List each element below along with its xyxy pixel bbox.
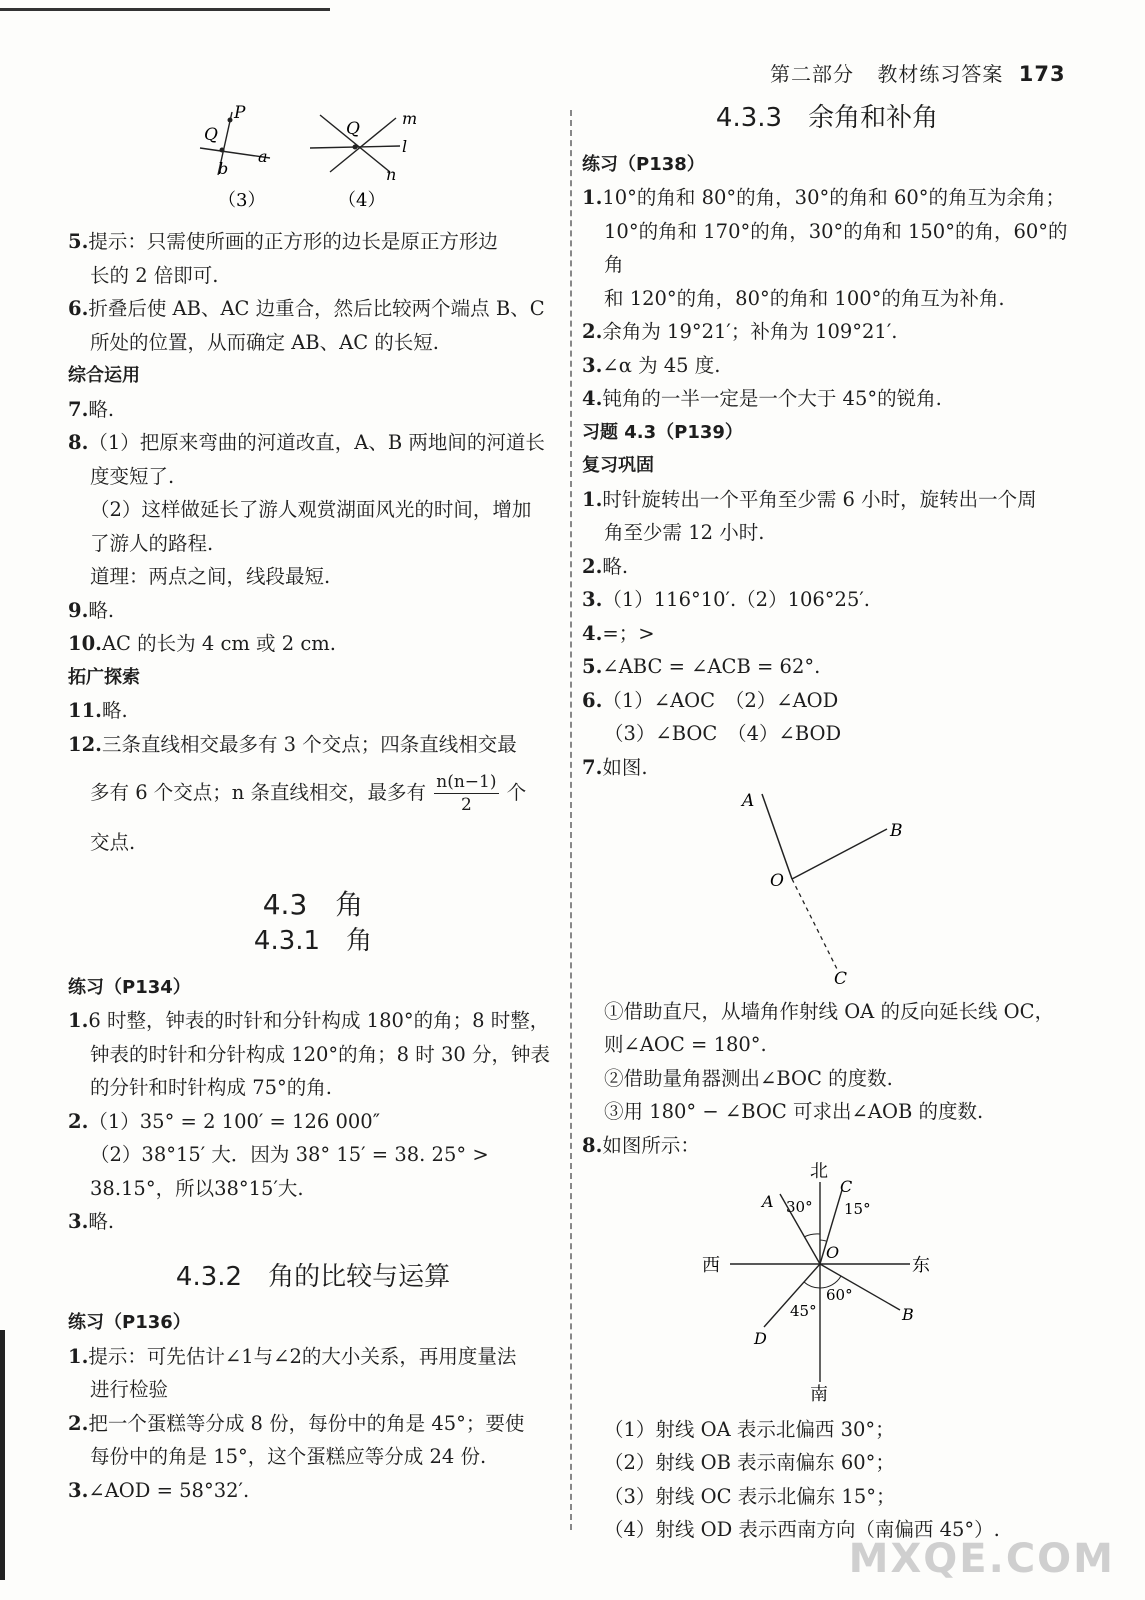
fig3-label-b: b <box>218 159 229 178</box>
answer-line <box>68 627 558 661</box>
answer-text: 10°的角和 80°的角，30°的角和 60°的角互为余角； <box>602 186 1066 209</box>
item-number: 5. <box>582 655 603 678</box>
answer-line <box>68 393 558 427</box>
item-number: 1. <box>582 487 603 511</box>
answer-12-line3: 交点. <box>90 831 136 854</box>
answer-line <box>68 1407 558 1441</box>
answer-text: （1）∠AOC （2）∠AOD <box>602 688 839 712</box>
answer-line <box>582 1095 1072 1129</box>
answer-line <box>68 1205 558 1239</box>
answer-text: 提示：可先估计∠1与∠2的大小关系，再用度量法 <box>88 1344 517 1368</box>
answer-text: 长的 2 倍即可. <box>90 263 219 287</box>
answer-text: （4）射线 OD 表示西南方向（南偏西 45°）. <box>604 1518 1000 1541</box>
answer-line <box>582 181 1072 215</box>
fig8-label-d: D <box>754 1329 767 1348</box>
answer-text: AC 的长为 4 cm 或 2 cm. <box>101 632 336 655</box>
item-number: 3. <box>582 353 603 377</box>
answer-line <box>582 717 1072 751</box>
answer-text: 略. <box>88 1210 115 1233</box>
fig8-angle-30: 30° <box>786 1198 813 1216</box>
answer-line <box>582 751 1072 785</box>
fig8-label-o: O <box>826 1243 840 1262</box>
watermark: MXQE.COM <box>848 1536 1115 1582</box>
subsection-heading: 练习（P136） <box>68 1312 191 1333</box>
fig8-label-east: 东 <box>912 1255 930 1276</box>
fig4-caption: （4） <box>338 190 386 211</box>
fig3-label-q: Q <box>204 125 218 145</box>
answer-line <box>68 527 558 561</box>
answer-text: ∠α 为 45 度. <box>602 353 721 377</box>
item-number: 9. <box>68 598 89 622</box>
answer-text: 进行检验 <box>90 1378 169 1401</box>
fig8-label-west: 西 <box>702 1255 720 1276</box>
answer-text: 角至少需 12 小时. <box>604 521 765 544</box>
figure-8 <box>702 1162 1002 1402</box>
fig8-label-b: B <box>902 1305 914 1324</box>
answer-line <box>68 560 558 594</box>
answer-text: 10°的角和 170°的角，30°的角和 150°的角，60°的角 <box>604 219 1068 276</box>
item-number: 4. <box>582 621 603 645</box>
answer-text: 提示：只需使所画的正方形的边长是原正方形边 <box>88 230 498 253</box>
answer-line <box>68 1071 558 1105</box>
section-4-3-3-title: 4.3.3 余角和补角 <box>715 103 939 133</box>
answer-line <box>68 1138 558 1172</box>
page-header <box>770 58 1066 87</box>
figure-3 <box>190 100 290 215</box>
item-number: 5. <box>68 230 89 253</box>
item-number: 2. <box>68 1109 89 1133</box>
answer-text: 折叠后使 AB、AC 边重合，然后比较两个端点 B、C <box>88 297 545 320</box>
answer-text: 余角为 19°21′；补角为 109°21′. <box>602 320 898 343</box>
item-number: 1. <box>582 186 603 209</box>
answer-line <box>68 460 558 494</box>
column-divider <box>570 110 572 1530</box>
answer-text: （3）射线 OC 表示北偏东 15°； <box>604 1484 896 1508</box>
subsection-heading: 综合运用 <box>68 365 140 386</box>
answer-text: 38.15°，所以38°15′大. <box>90 1176 304 1200</box>
answer-line <box>582 516 1072 550</box>
answer-text: 则∠AOC = 180°. <box>604 1033 767 1056</box>
item-number: 2. <box>68 1411 89 1435</box>
answer-line <box>582 550 1072 584</box>
answer-line <box>68 1440 558 1474</box>
answer-line <box>582 995 1072 1029</box>
item-number: 3. <box>582 588 603 611</box>
subsection-heading: 练习（P138） <box>582 153 705 175</box>
section-4-3-1-title: 4.3.1 角 <box>253 926 373 956</box>
section-4-3-title: 4.3 角 <box>262 887 364 921</box>
answer-line <box>582 1062 1072 1096</box>
answer-text: 略. <box>602 554 629 578</box>
answer-line <box>68 426 558 460</box>
answer-line <box>582 282 1072 316</box>
answer-line <box>582 650 1072 684</box>
answer-line <box>582 215 1072 282</box>
fig7-label-o: O <box>770 871 784 891</box>
answer-text: 和 120°的角，80°的角和 100°的角互为补角. <box>604 286 1005 310</box>
header-title: 教材练习答案 <box>877 62 1004 86</box>
answer-line <box>582 1129 1072 1163</box>
item-number: 4. <box>582 387 603 410</box>
answer-line <box>68 1474 558 1508</box>
fig8-label-c: C <box>840 1177 853 1196</box>
item-number: 2. <box>582 320 603 343</box>
subsection-heading: 习题 4.3（P139） <box>582 421 743 443</box>
answer-line <box>582 684 1072 718</box>
answer-text: 6 时整，钟表的时针和分针构成 180°的角；8 时整， <box>88 1009 550 1032</box>
answer-line <box>582 583 1072 617</box>
answer-text: 三条直线相交最多有 3 个交点；四条直线相交最 <box>101 732 517 756</box>
answer-line <box>68 1038 558 1072</box>
answer-text: （1）35° = 2 100′ = 126 000″ <box>88 1109 380 1133</box>
answer-text: ③用 180° − ∠BOC 可求出∠AOB 的度数. <box>604 1100 984 1123</box>
answer-line <box>68 1172 558 1206</box>
answer-line <box>68 1340 558 1374</box>
answer-line <box>68 728 558 762</box>
section-4-3-2-title: 4.3.2 角的比较与运算 <box>175 1261 451 1292</box>
answer-text: 略. <box>88 598 115 622</box>
fig7-label-a: A <box>742 791 755 811</box>
answer-text: 道理：两点之间，线段最短. <box>90 565 331 588</box>
answer-text: 的分针和时针构成 75°的角. <box>90 1076 332 1099</box>
answer-text: ①借助直尺，从墙角作射线 OA 的反向延长线 OC， <box>604 999 1055 1023</box>
answer-text: ②借助量角器测出∠BOC 的度数. <box>604 1066 893 1090</box>
answer-text: 略. <box>88 397 115 421</box>
answer-text: （2）射线 OB 表示南偏东 60°； <box>604 1451 895 1474</box>
answer-line <box>582 483 1072 517</box>
answer-text: （1）116°10′.（2）106°25′. <box>602 588 870 611</box>
item-number: 7. <box>582 755 603 779</box>
answer-text: 时针旋转出一个平角至少需 6 小时，旋转出一个周 <box>602 487 1037 511</box>
answer-line <box>68 594 558 628</box>
answer-text: 钟表的时针和分针构成 120°的角；8 时 30 分，钟表 <box>90 1042 550 1066</box>
item-number: 3. <box>68 1478 89 1502</box>
fig8-label-south: 南 <box>810 1384 828 1402</box>
answer-text: （1）射线 OA 表示北偏西 30°； <box>604 1417 895 1441</box>
answer-text: 度变短了. <box>90 464 175 488</box>
answer-text: 如图所示： <box>602 1133 700 1157</box>
item-number: 6. <box>582 688 603 712</box>
answer-text: 略. <box>101 699 128 722</box>
answer-text: 每份中的角是 15°，这个蛋糕应等分成 24 份. <box>90 1445 487 1468</box>
answer-line <box>68 259 558 293</box>
answer-text: （3）∠BOC （4）∠BOD <box>604 722 842 745</box>
answer-line <box>68 292 558 326</box>
fig7-label-b: B <box>890 821 903 841</box>
answer-line <box>582 315 1072 349</box>
fig4-label-l: l <box>402 137 408 156</box>
fig3-label-p: P <box>234 103 246 123</box>
item-number: 11. <box>68 699 102 722</box>
answer-line <box>582 1028 1072 1062</box>
fig3-caption: （3） <box>218 190 266 211</box>
subsection-heading: 拓广探索 <box>68 666 140 688</box>
fig8-angle-60: 60° <box>826 1286 853 1304</box>
answer-text: （1）把原来弯曲的河道改直，A、B 两地间的河道长 <box>88 431 545 454</box>
answer-text: 了游人的路程. <box>90 531 214 555</box>
fig3-label-a: a <box>258 147 268 166</box>
answer-text: ∠ABC = ∠ACB = 62°. <box>602 655 821 678</box>
answer-line <box>582 382 1072 416</box>
item-number: 3. <box>68 1210 89 1233</box>
answer-line <box>582 349 1072 383</box>
fig8-label-north: 北 <box>810 1162 828 1182</box>
header-section: 第二部分 <box>770 62 854 86</box>
binding-edge <box>0 1330 5 1580</box>
figure-4 <box>300 100 440 215</box>
subsection-heading: 练习（P134） <box>68 976 191 998</box>
answer-line <box>582 617 1072 651</box>
item-number: 8. <box>582 1133 603 1157</box>
answer-line <box>582 1446 1072 1480</box>
item-number: 1. <box>68 1344 89 1368</box>
fig8-angle-15: 15° <box>844 1200 871 1218</box>
answer-text: （2）这样做延长了游人观赏湖面风光的时间，增加 <box>90 498 532 521</box>
page-number: 173 <box>1018 62 1066 86</box>
right-column <box>582 103 1072 1547</box>
fraction: $\frac{n(n-1)}{2}$ <box>436 772 497 815</box>
item-number: 7. <box>68 397 89 421</box>
item-number: 8. <box>68 431 89 454</box>
top-rule <box>0 8 330 11</box>
answer-text: 把一个蛋糕等分成 8 份，每份中的角是 45°；要使 <box>88 1411 525 1435</box>
figure-7 <box>722 784 1022 984</box>
answer-text: 钝角的一半一定是一个大于 45°的锐角. <box>602 387 942 410</box>
left-column <box>68 225 558 1507</box>
answer-line <box>68 1004 558 1038</box>
item-number: 1. <box>68 1009 89 1032</box>
answer-line <box>68 493 558 527</box>
answer-12-line2: 多有 6 个交点；n 条直线相交，最多有 $\frac{n(n-1)}{2}$ 个 <box>90 772 527 815</box>
answer-line <box>68 225 558 259</box>
answer-line <box>68 326 558 360</box>
answer-text: （2）38°15′ 大．因为 38° 15′ = 38. 25° > <box>90 1143 489 1166</box>
answer-line <box>68 1105 558 1139</box>
fig4-label-m: m <box>402 109 418 128</box>
answer-text: =；> <box>602 621 655 645</box>
item-number: 6. <box>68 297 89 320</box>
answer-text: 所处的位置，从而确定 AB、AC 的长短. <box>90 330 440 354</box>
answer-text: ∠AOD = 58°32′. <box>88 1478 250 1502</box>
fig8-angle-45: 45° <box>790 1302 817 1320</box>
subsection-heading: 复习巩固 <box>582 455 654 476</box>
fig8-label-a: A <box>762 1192 774 1211</box>
fig4-label-n: n <box>386 165 397 184</box>
item-number: 12. <box>68 732 102 756</box>
answer-line <box>68 1373 558 1407</box>
answer-text: 如图. <box>602 755 648 779</box>
fig7-label-c: C <box>834 969 848 984</box>
answer-line <box>582 1480 1072 1514</box>
answer-line <box>582 1413 1072 1447</box>
fig4-label-q: Q <box>346 119 360 139</box>
item-number: 10. <box>68 632 102 655</box>
item-number: 2. <box>582 554 603 578</box>
answer-line <box>68 694 558 728</box>
